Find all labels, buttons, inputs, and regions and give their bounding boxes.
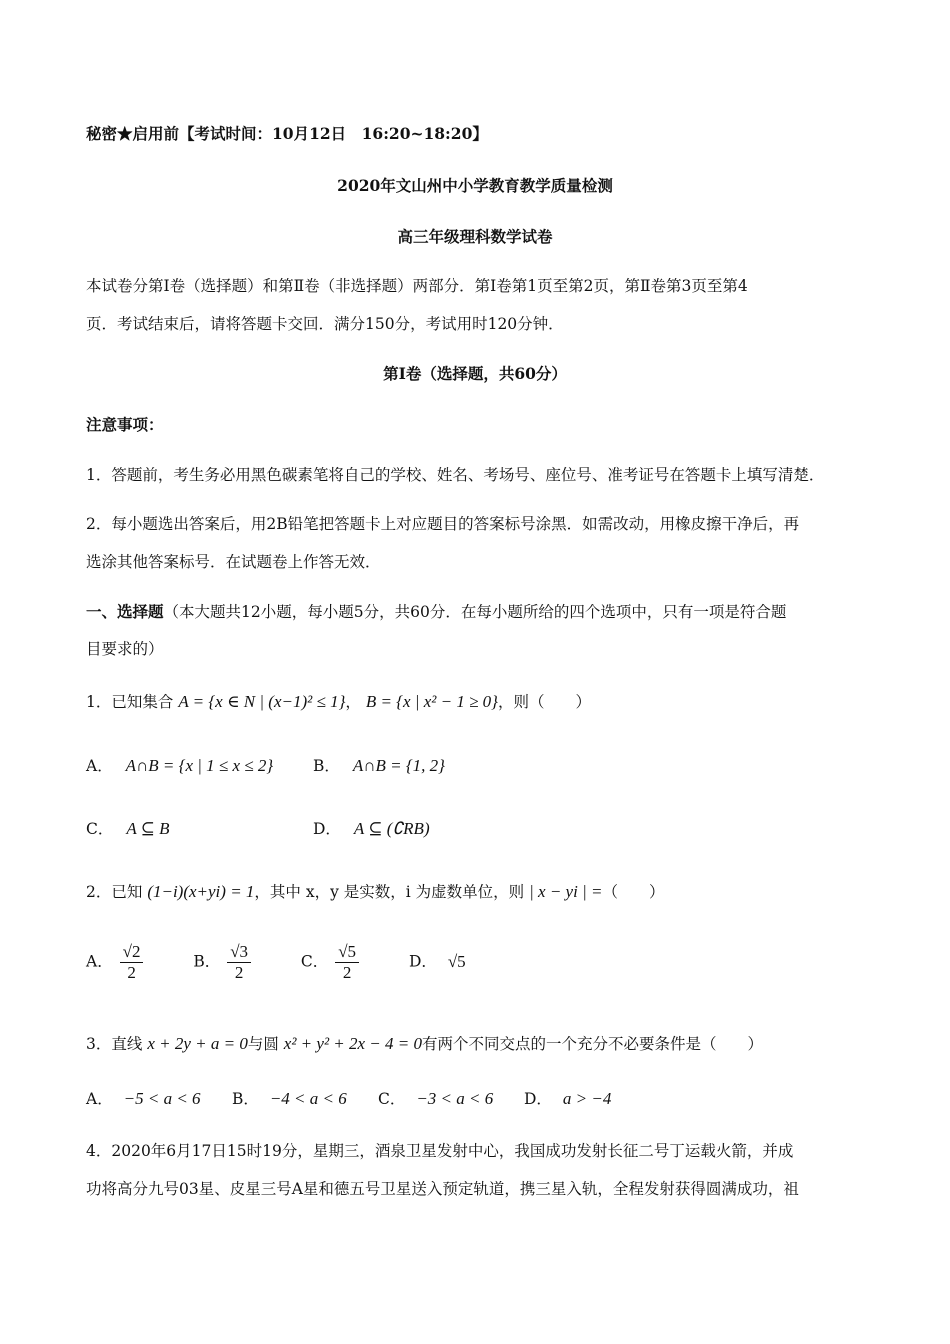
q1-option-c-label: C． [86,820,114,838]
question-2-stem [86,880,664,902]
q3-option-c-label: C． [378,1090,406,1108]
q1-option-a [86,754,273,776]
notes-item-2-line-2: 选涂其他答案标号．在试题卷上作答无效． [86,553,381,571]
q1-prefix: 1．已知集合 [86,693,174,711]
q1-set-b: B = {x | x² − 1 ≥ 0} [365,692,498,711]
section1-desc: （本大题共12小题，每小题5分，共60分．在每小题所给的四个选项中，只有一项是符合题 [163,603,787,621]
q3-line-equation: x + 2y + a = 0 [147,1034,248,1053]
notes-item-2-line-1: 2．每小题选出答案后，用2B铅笔把答题卡上对应题目的答案标号涂黑．如需改动，用橡皮擦干净后，再 [86,515,800,533]
q2-option-c-denominator: 2 [342,963,352,982]
q3-option-a-label: A． [86,1090,113,1108]
q2-equation: (1−i)(x+yi) = 1 [147,882,255,901]
q1-set-a: A = {x ∈ N | (x−1)² ≤ 1} [178,692,346,711]
q3-option-c [378,1087,493,1109]
exam-secret-line: 秘密★启用前【考试时间：10月12日 16:20~18:20】 [86,124,488,143]
q1-option-c [86,817,170,839]
section1-line-2: 目要求的） [86,640,164,658]
q3-option-d-label: D． [524,1090,552,1108]
q2-suffix: （ ） [602,883,665,901]
q1-option-a-label: A． [86,757,113,775]
q1-option-c-text: A ⊆ B [126,819,170,838]
q2-option-a-denominator: 2 [127,963,136,982]
question-4-line-1: 4．2020年6月17日15时19分，星期三，酒泉卫星发射中心，我国成功发射长征二号丁运载火箭，并成 [86,1142,794,1160]
q2-option-b-denominator: 2 [234,963,244,982]
q2-option-b-fraction [227,942,251,983]
q2-option-c-numerator: √5 [335,942,359,963]
q2-options [86,942,466,983]
q1-option-a-text: A∩B = {x | 1 ≤ x ≤ 2} [125,756,274,775]
q1-suffix: ，则（ ） [497,693,591,711]
q3-prefix: 3．直线 [86,1035,143,1053]
section1-label: 一、选择题 [86,602,164,621]
q3-option-c-text: −3 < a < 6 [416,1089,494,1108]
part1-heading: 第Ⅰ卷（选择题，共60分） [383,364,567,383]
exam-subtitle: 高三年级理科数学试卷 [397,227,553,246]
notes-item-1: 1．答题前，考生务必用黑色碳素笔将自己的学校、姓名、考场号、座位号、准考证号在答题卡上填写清楚． [86,466,825,484]
q1-option-d [313,817,430,839]
q3-suffix: 有两个不同交点的一个充分不必要条件是（ ） [422,1035,764,1053]
q2-option-a-numerator: √2 [120,942,144,963]
q1-option-d-text: A ⊆ (∁RB) [353,819,430,838]
q1-separator: ， [345,693,361,711]
q2-prefix: 2．已知 [86,883,143,901]
q2-option-b-label: B． [193,952,221,971]
q2-option-b-numerator: √3 [227,942,251,963]
intro-line-1: 本试卷分第Ⅰ卷（选择题）和第Ⅱ卷（非选择题）两部分．第Ⅰ卷第1页至第2页，第Ⅱ卷第3页至第4 [86,277,748,295]
question-4-line-2: 功将高分九号03星、皮星三号A星和德五号卫星送入预定轨道，携三星入轨，全程发射获得圆满成功，祖 [86,1180,799,1198]
q1-option-b-text: A∩B = {1, 2} [352,756,445,775]
q3-option-a-text: −5 < a < 6 [123,1089,201,1108]
q2-option-a-label: A． [86,952,113,971]
q3-option-b-text: −4 < a < 6 [269,1089,347,1108]
question-3-stem [86,1032,763,1054]
q2-option-d-label: D． [408,952,437,971]
q2-option-d-text: √5 [447,951,466,971]
exam-title: 2020年文山州中小学教育教学质量检测 [337,176,613,195]
q3-circle-equation: x² + y² + 2x − 4 = 0 [283,1034,422,1053]
q2-target-expression: | x − yi | = [529,882,603,901]
intro-line-2: 页．考试结束后，请将答题卡交回．满分150分，考试用时120分钟． [86,315,564,333]
q1-option-d-label: D． [313,820,341,838]
q2-middle-text: ，其中 x，y 是实数，i 为虚数单位，则 [254,883,525,901]
q3-option-b [232,1087,347,1109]
section1-line-1 [86,600,786,622]
notes-heading: 注意事项： [86,415,164,434]
q3-option-d-text: a > −4 [562,1089,612,1108]
q3-option-b-label: B． [232,1090,259,1108]
q2-option-c-fraction [335,942,359,983]
q1-option-b [313,754,445,776]
q2-option-a-fraction [120,942,144,983]
q3-middle-text: 与圆 [247,1035,279,1053]
q3-option-d [524,1087,611,1109]
q3-option-a [86,1087,201,1109]
q2-option-c-label: C． [300,952,329,971]
question-1-stem [86,690,591,712]
q1-option-b-label: B． [313,757,340,775]
